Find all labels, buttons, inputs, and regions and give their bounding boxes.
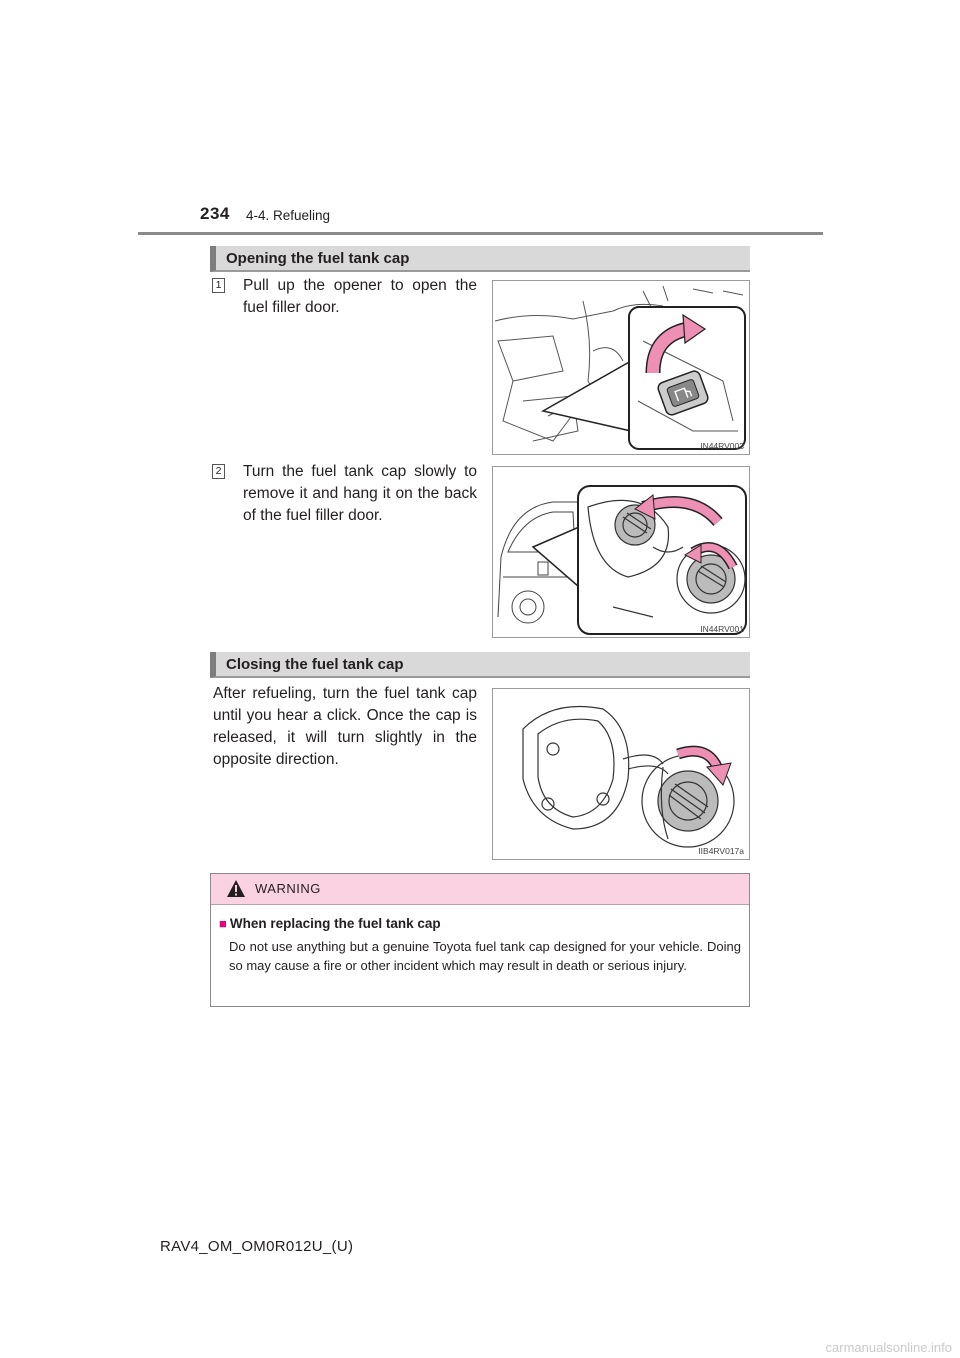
figure-cap-closing bbox=[492, 688, 750, 860]
figure-id: IN44RV001 bbox=[700, 624, 744, 634]
closing-text: After refueling, turn the fuel tank cap until you hear a click. Once the cap is released, it will turn slightly in the opposite direction. bbox=[213, 685, 477, 768]
header-rule bbox=[138, 232, 823, 235]
chapter-title: 4-4. Refueling bbox=[246, 208, 331, 223]
page-number: 234 bbox=[200, 204, 230, 223]
warning-label: WARNING bbox=[255, 881, 321, 896]
warning-body: Do not use anything but a genuine Toyota fuel tank cap designed for your vehicle. Doing so may cause a fire or other incident which may result in death or serious injury. bbox=[229, 939, 741, 973]
warning-header bbox=[211, 874, 749, 905]
figure-id: IN44RV003 bbox=[700, 441, 744, 451]
section-heading-closing bbox=[210, 652, 750, 678]
opener-illustration bbox=[493, 281, 749, 454]
warning-box bbox=[210, 873, 750, 1007]
section-title: Opening the fuel tank cap bbox=[226, 250, 410, 267]
warning-triangle-icon bbox=[226, 879, 246, 898]
warning-heading bbox=[219, 916, 441, 931]
section-heading-opening bbox=[210, 246, 750, 272]
bullet-square-icon: ■ bbox=[219, 916, 227, 931]
figure-opener bbox=[492, 280, 750, 455]
watermark: carmanualsonline.info bbox=[825, 1340, 952, 1355]
figure-id: IIB4RV017a bbox=[698, 846, 744, 856]
step-2-text: Turn the fuel tank cap slowly to remove it and hang it on the back of the fuel filler door. bbox=[243, 463, 477, 524]
step-badge-2: 2 bbox=[212, 464, 225, 479]
step-1-text: Pull up the opener to open the fuel filler door. bbox=[243, 277, 477, 316]
document-code: RAV4_OM_OM0R012U_(U) bbox=[160, 1238, 354, 1255]
figure-cap-removal bbox=[492, 466, 750, 638]
step-badge-1: 1 bbox=[212, 278, 225, 293]
cap-closing-illustration bbox=[493, 689, 749, 859]
cap-removal-illustration bbox=[493, 467, 749, 637]
section-title: Closing the fuel tank cap bbox=[226, 656, 404, 673]
warning-heading-text: When replacing the fuel tank cap bbox=[229, 916, 441, 931]
